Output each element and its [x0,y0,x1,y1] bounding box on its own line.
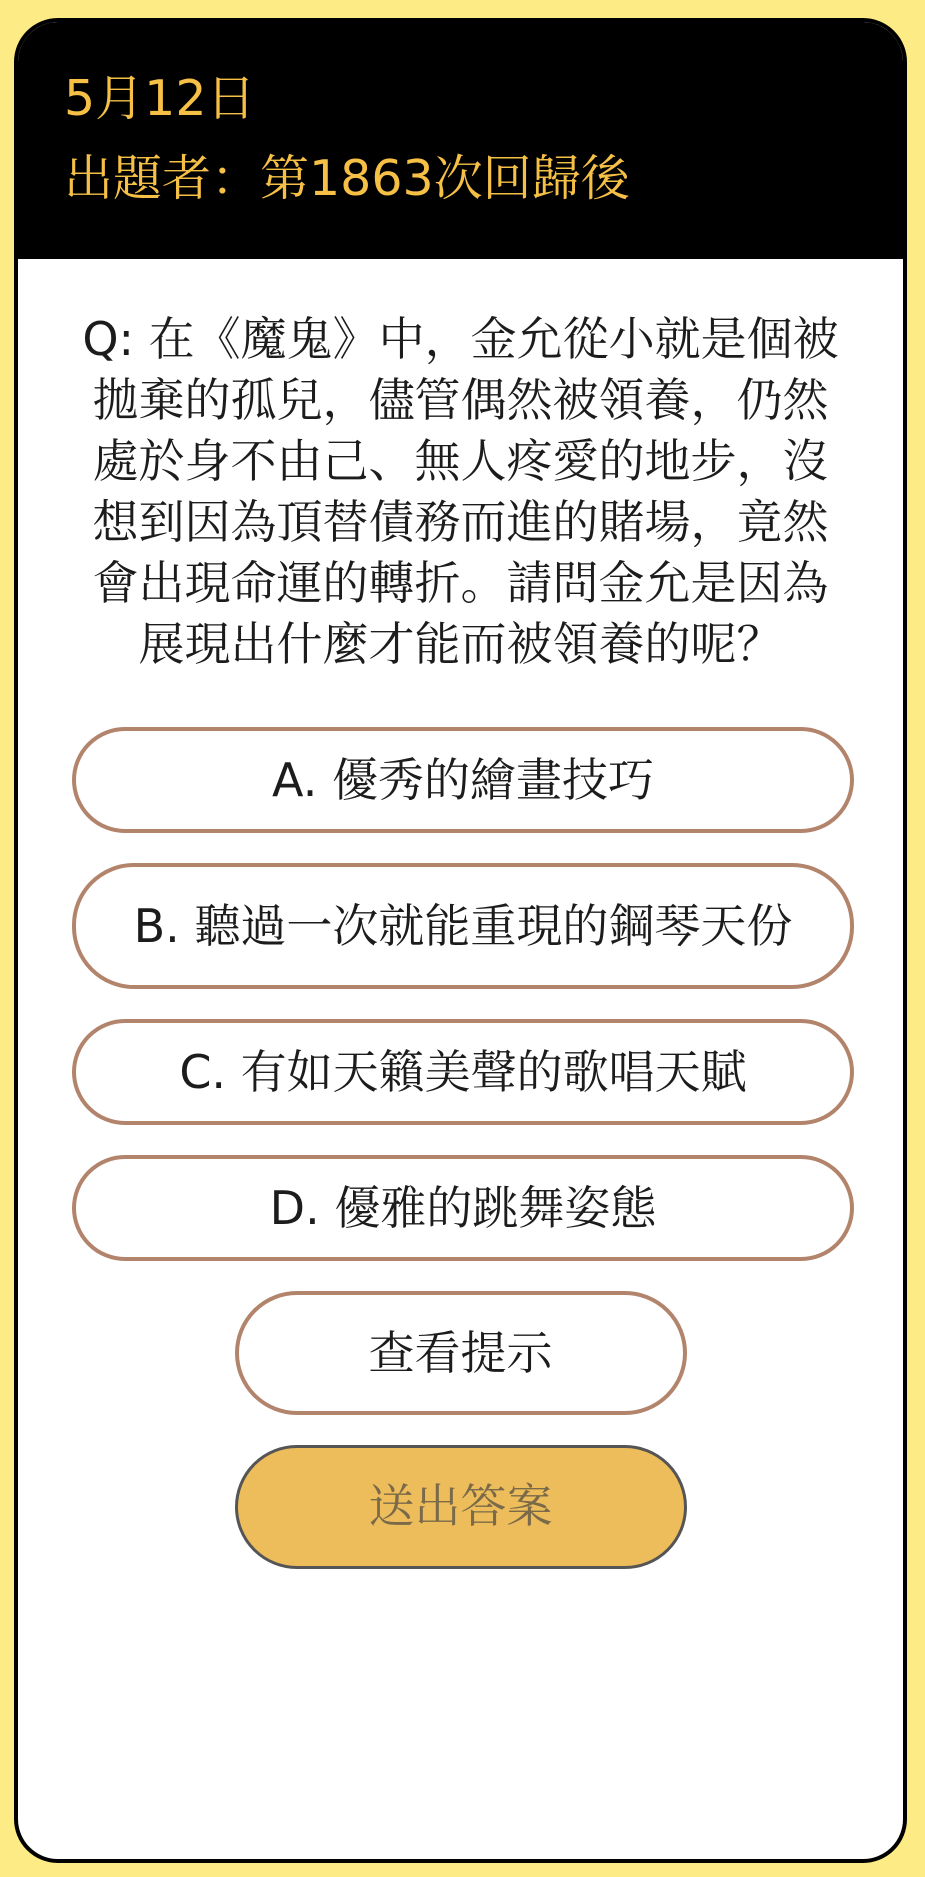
option-d-button[interactable]: D. 優雅的跳舞姿態 [72,1155,854,1261]
view-hint-button[interactable]: 查看提示 [235,1291,687,1415]
action-buttons [18,1291,903,1569]
option-c-button[interactable]: C. 有如天籟美聲的歌唱天賦 [72,1019,854,1125]
quiz-card [14,18,907,1863]
option-b-button[interactable]: B. 聽過一次就能重現的鋼琴天份 [72,863,854,989]
question-text: Q: 在《魔鬼》中，金允從小就是個被拋棄的孤兒，儘管偶然被領養，仍然處於身不由己、無人疼愛的地步，沒想到因為頂替債務而進的賭場，竟然會出現命運的轉折。請問金允是因為展現出什麼才能而被領養的呢？ [82,312,839,671]
quiz-header [18,22,903,259]
submit-answer-button[interactable]: 送出答案 [235,1445,687,1569]
option-a-button[interactable]: A. 優秀的繪畫技巧 [72,727,854,833]
quiz-date: 5月12日 [64,70,256,127]
answer-options [18,727,903,1261]
quiz-author: 出題者：第1863次回歸後 [64,150,630,207]
